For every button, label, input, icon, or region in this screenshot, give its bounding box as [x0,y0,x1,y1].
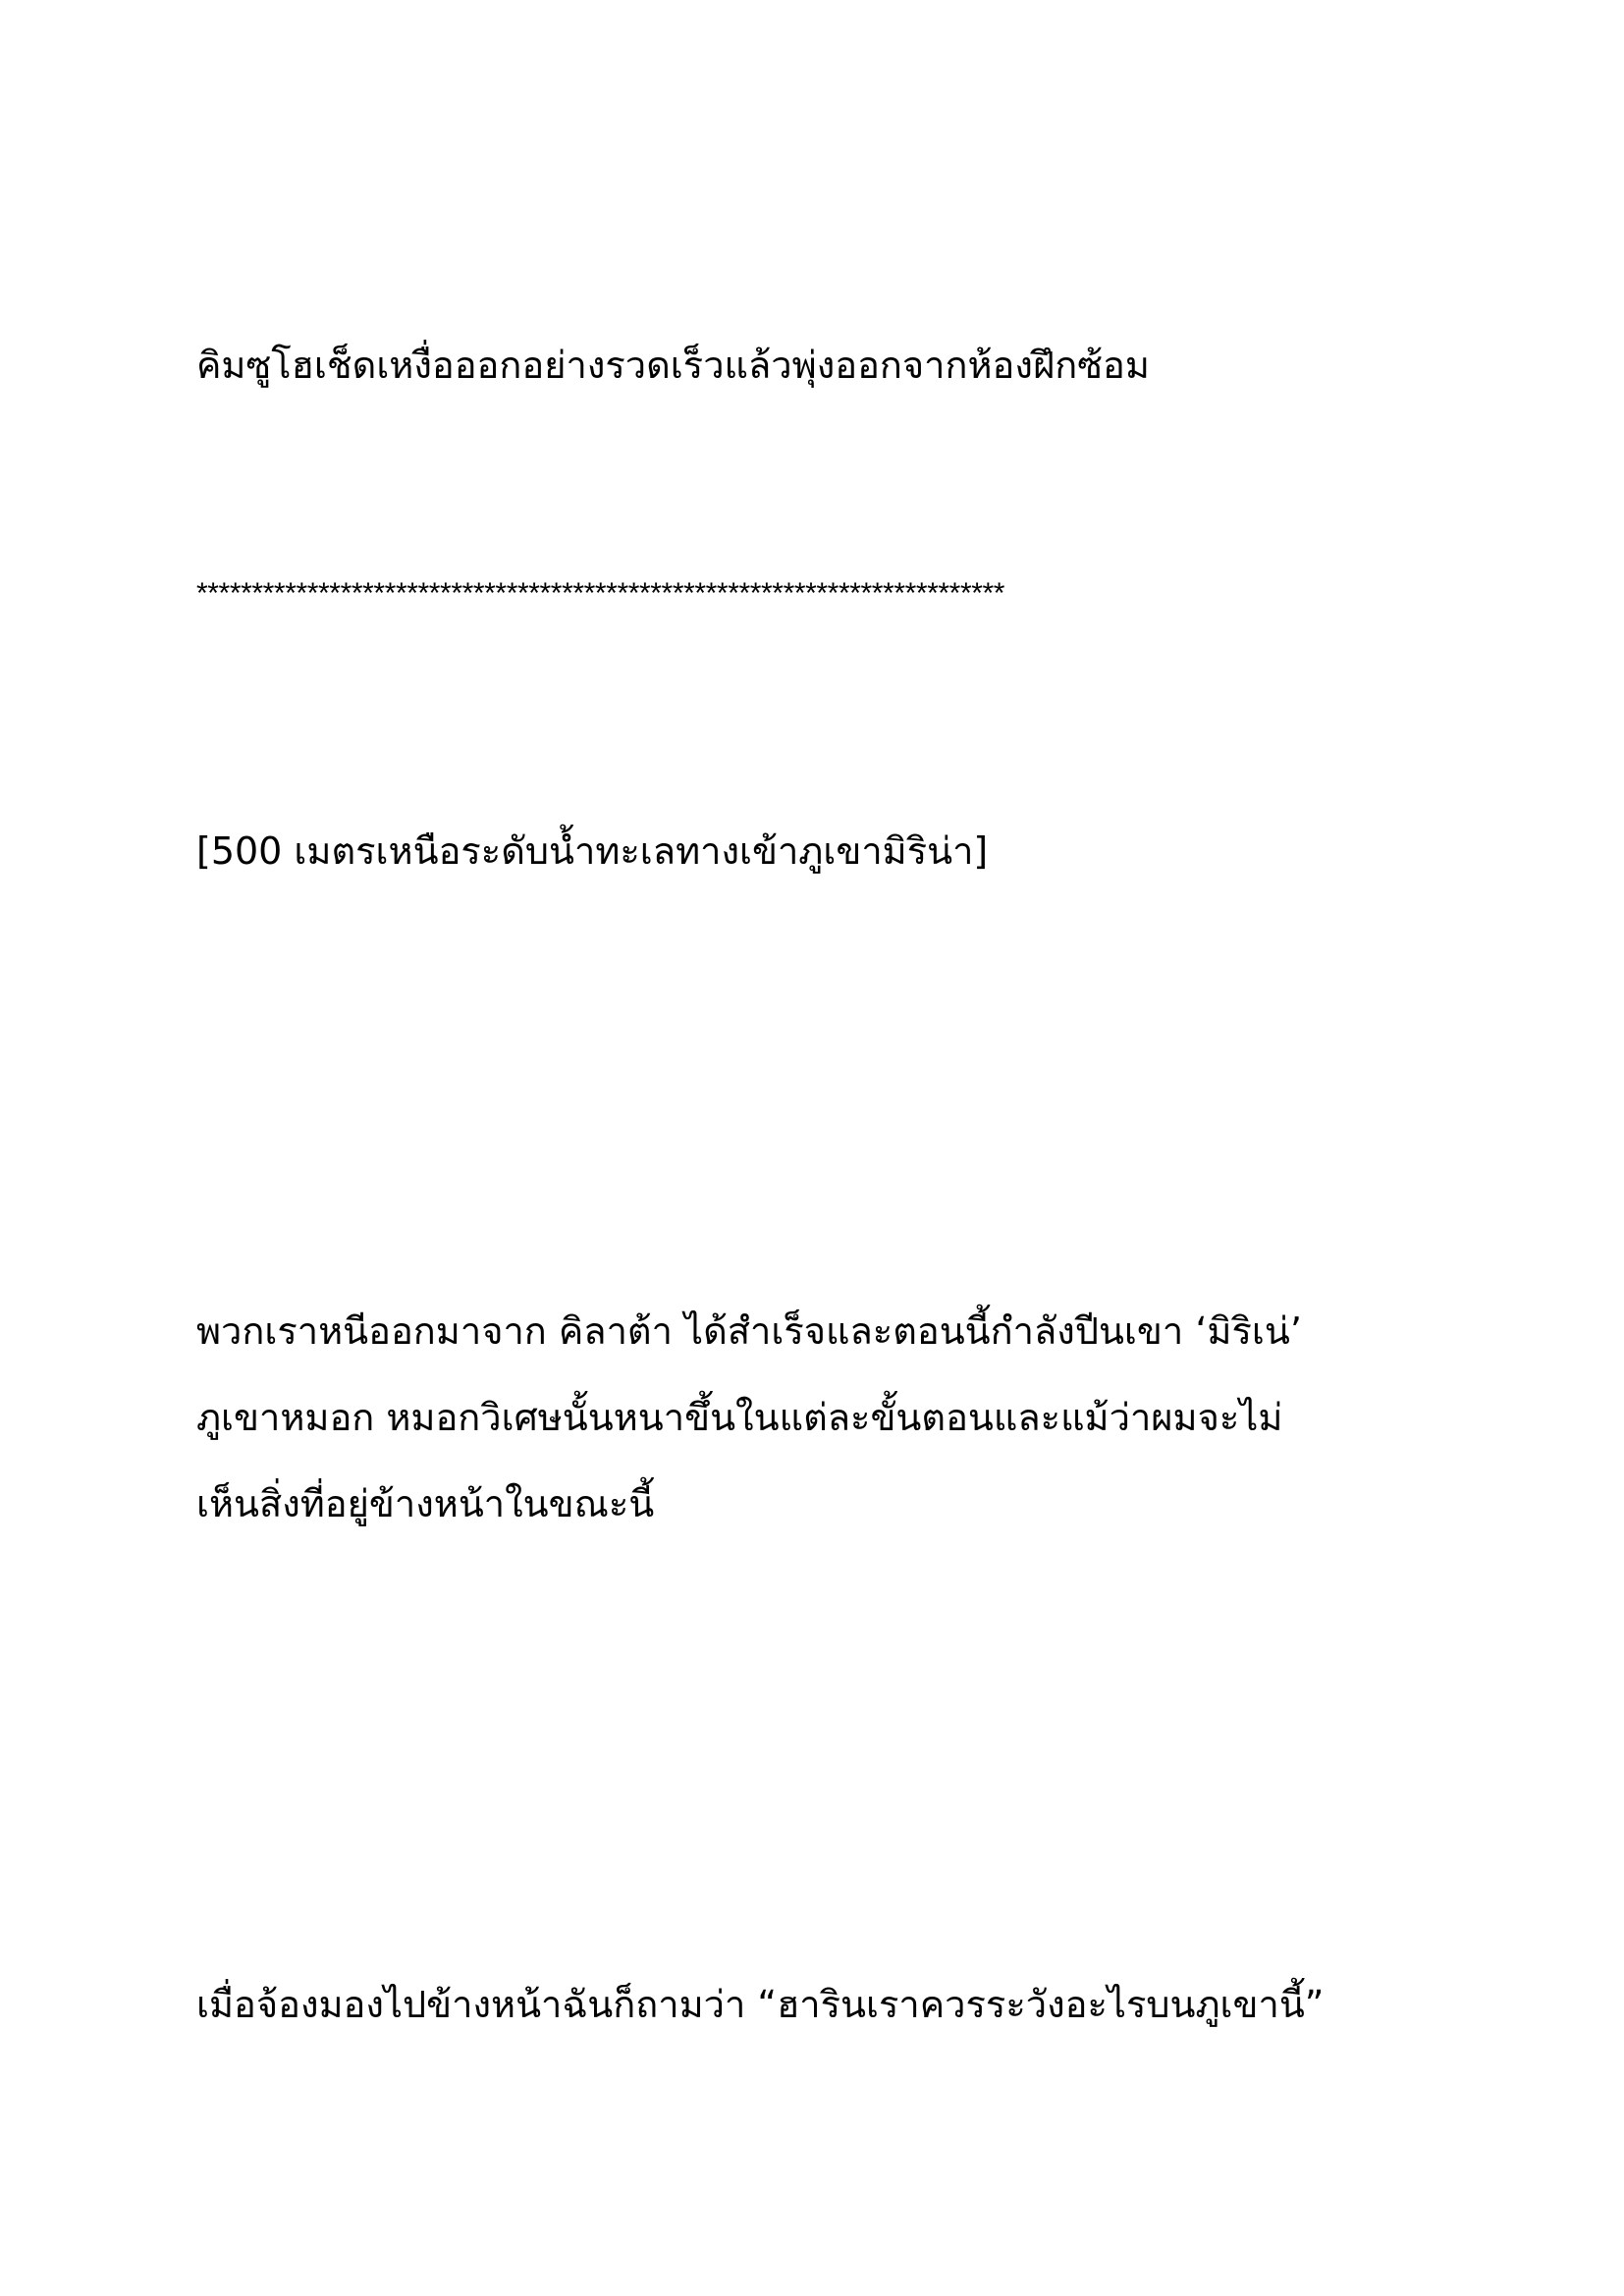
paragraph-2-location-heading [196,808,1434,894]
paragraph-1-line-1: คิมซูโฮเช็ดเหงื่อออกอย่างรวดเร็วแล้วพุ่งออกจากห้องฝึกซ้อม [196,344,1150,387]
paragraph-3 [196,1288,1434,1547]
paragraph-2-line-1: [500 เมตรเหนือระดับน้ำทะเลทางเข้าภูเขามิริน่า] [196,829,989,873]
scene-separator: ************************************************************************* [196,577,1005,610]
paragraph-4-line-1: เมื่อจ้องมองไปข้างหน้าฉันก็ถามว่า “ฮารินเราควรระวังอะไรบนภูเขานี้” [196,1983,1325,2026]
paragraph-3-line-1: พวกเราหนีออกมาจาก คิลาต้า ได้สำเร็จและตอนนี้กำลังปีนเขา ‘มิริเน่’ [196,1309,1302,1353]
paragraph-3-line-3: เห็นสิ่งที่อยู่ข้างหน้าในขณะนี้ [196,1482,655,1525]
paragraph-3-line-2: ภูเขาหมอก หมอกวิเศษนั้นหนาขึ้นในแต่ละขั้นตอนและแม้ว่าผมจะไม่ [196,1396,1283,1439]
paragraph-4 [196,1961,1434,2048]
paragraph-1 [196,322,1434,408]
